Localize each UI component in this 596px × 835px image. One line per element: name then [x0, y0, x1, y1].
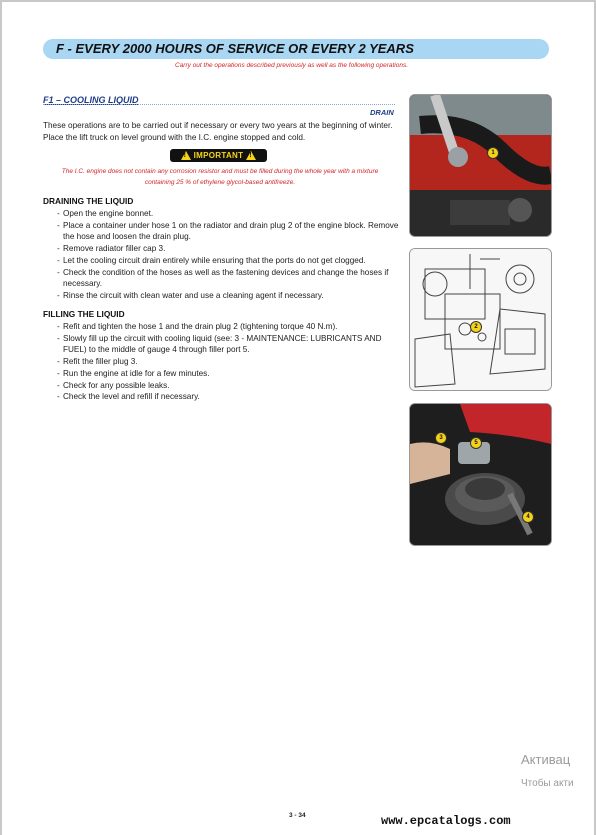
important-label: IMPORTANT — [193, 151, 244, 160]
callout-marker: 2 — [470, 321, 482, 333]
watermark-url: www.epcatalogs.com — [381, 814, 511, 828]
draining-heading: DRAINING THE LIQUID — [43, 196, 134, 206]
list-item: - Refit the filler plug 3. — [57, 356, 402, 368]
filler-cap-illustration — [410, 404, 551, 545]
warning-icon — [246, 151, 256, 160]
list-item: - Remove radiator filler cap 3. — [57, 243, 402, 255]
warning-text: The I.C. engine does not contain any corrosion resistor and must be filled during the whole year with a mixture containing 25 % of ethylene glycol-based antifreeze. — [61, 168, 379, 186]
engine-block-illustration — [410, 249, 551, 390]
list-item: - Rinse the circuit with clean water and use a cleaning agent if necessary. — [57, 290, 402, 302]
page-border-left — [0, 0, 2, 835]
radiator-hose-illustration — [410, 95, 551, 236]
important-badge — [170, 149, 267, 162]
intro-paragraph: These operations are to be carried out if necessary or every two years at the beginning of winter. Place the lift truck on level ground with the I.C. engine stopped and cold. — [43, 121, 393, 142]
list-item: - Refit and tighten the hose 1 and the drain plug 2 (tightening torque 40 N.m). — [57, 321, 402, 333]
page-number: 3 - 34 — [289, 812, 306, 819]
list-item: - Check the level and refill if necessary. — [57, 391, 402, 403]
callout-marker: 4 — [522, 511, 534, 523]
list-item: - Check for any possible leaks. — [57, 380, 402, 392]
list-item: - Check the condition of the hoses as well as the fastening devices and change the hoses if necessary. — [57, 267, 402, 290]
radiator-hose-photo — [409, 94, 552, 237]
page-subtitle: Carry out the operations described previously as well as the following operations. — [175, 62, 409, 69]
section-divider — [43, 104, 395, 105]
list-item: - Place a container under hose 1 on the radiator and drain plug 2 of the engine block. Remove the hose and loosen the drain plug. — [57, 220, 402, 243]
activation-overlay-text: Чтобы акти — [521, 778, 574, 789]
section-title: F1 – COOLING LIQUID — [43, 95, 139, 105]
list-item: - Open the engine bonnet. — [57, 208, 402, 220]
filling-list — [57, 321, 402, 403]
page-border-top — [0, 0, 596, 2]
callout-marker: 1 — [487, 147, 499, 159]
callout-marker: 5 — [470, 437, 482, 449]
filler-cap-photo — [409, 403, 552, 546]
list-item: - Run the engine at idle for a few minutes. — [57, 368, 402, 380]
list-item: - Slowly fill up the circuit with cooling liquid (see: 3 - MAINTENANCE: LUBRICANTS AND FUEL) to the middle of gauge 4 through filler port 5. — [57, 333, 402, 356]
activation-overlay-title: Активац — [521, 752, 571, 767]
callout-marker: 3 — [435, 432, 447, 444]
page-title: F - EVERY 2000 HOURS OF SERVICE OR EVERY 2 YEARS — [56, 41, 414, 56]
filling-heading: FILLING THE LIQUID — [43, 309, 125, 319]
warning-icon — [181, 151, 191, 160]
draining-list — [57, 208, 402, 302]
drain-label: DRAIN — [370, 108, 394, 117]
engine-block-drawing — [409, 248, 552, 391]
list-item: - Let the cooling circuit drain entirely while ensuring that the ports do not get clogged. — [57, 255, 402, 267]
